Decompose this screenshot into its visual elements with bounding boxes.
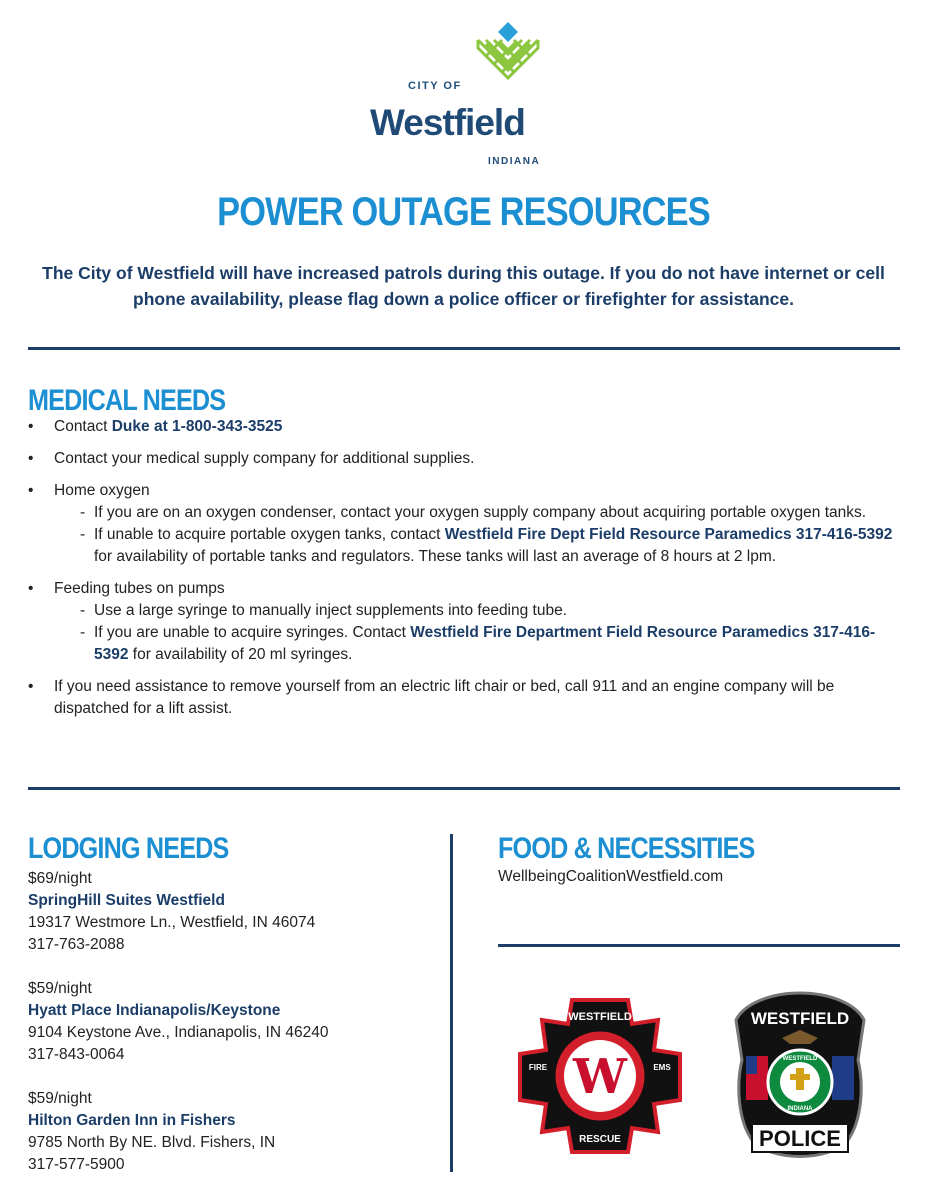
police-department-badge-icon (730, 990, 870, 1166)
medical-sub-item (54, 502, 896, 524)
text-segment: Use a large syringe to manually inject supplements into feeding tube. (94, 602, 568, 619)
page-title: POWER OUTAGE RESOURCES (217, 190, 710, 234)
hotel-entry (28, 978, 448, 1066)
divider (28, 347, 900, 350)
svg-text:WESTFIELD: WESTFIELD (750, 1009, 850, 1028)
svg-text:RESCUE: RESCUE (579, 1134, 621, 1145)
dash-icon: - (80, 602, 86, 619)
svg-text:EMS: EMS (653, 1063, 671, 1072)
medical-sub-item (54, 622, 896, 666)
medical-bullet (28, 448, 896, 470)
text-segment: Home oxygen (54, 482, 150, 499)
divider (28, 787, 900, 790)
hotel-name: Hyatt Place Indianapolis/Keystone (28, 1002, 281, 1019)
medical-list (28, 416, 896, 730)
text-segment: If unable to acquire portable oxygen tanks, contact (94, 526, 445, 543)
svg-text:W: W (573, 1049, 627, 1105)
svg-text:FIRE: FIRE (528, 1063, 548, 1072)
medical-bullet (28, 480, 896, 568)
dash-icon: - (80, 504, 86, 521)
medical-sub-item (54, 600, 896, 622)
bullet-text (54, 448, 896, 470)
text-segment: Feeding tubes on pumps (54, 580, 225, 597)
city-logo (370, 22, 570, 167)
hotel-price: $59/night (28, 980, 92, 997)
hotel-name: Hilton Garden Inn in Fishers (28, 1112, 236, 1129)
logo-mark-icon (472, 22, 550, 86)
svg-text:WESTFIELD: WESTFIELD (782, 1056, 818, 1062)
hotel-address: 19317 Westmore Ln., Westfield, IN 46074 (28, 914, 316, 931)
hotel-address: 9104 Keystone Ave., Indianapolis, IN 46240 (28, 1024, 329, 1041)
medical-bullet (28, 416, 896, 438)
logo-state: INDIANA (488, 156, 541, 167)
text-segment: If you are unable to acquire syringes. Contact (94, 624, 411, 641)
hotel-entry (28, 1088, 448, 1176)
bullet-icon: • (28, 418, 34, 435)
svg-text:WESTFIELD: WESTFIELD (568, 1011, 632, 1023)
highlight-contact: Duke at 1-800-343-3525 (111, 418, 283, 435)
highlight-contact: Westfield Fire Dept Field Resource Paramedics 317-416-5392 (444, 526, 893, 543)
hotel-entry (28, 868, 448, 956)
hotel-address: 9785 North By NE. Blvd. Fishers, IN (28, 1134, 276, 1151)
svg-text:POLICE: POLICE (759, 1126, 841, 1151)
bullet-icon: • (28, 450, 34, 467)
divider (498, 944, 900, 947)
text-segment: for availability of 20 ml syringes. (128, 646, 353, 663)
bullet-text (54, 480, 896, 502)
bullet-text (54, 578, 896, 600)
dash-icon: - (80, 526, 86, 543)
medical-heading: MEDICAL NEEDS (28, 384, 226, 417)
bullet-icon: • (28, 580, 34, 597)
logo-city-of: CITY OF (408, 80, 462, 92)
text-segment: for availability of portable tanks and regulators. These tanks will last an average of 8 hours at 2 lpm. (94, 548, 777, 565)
hotel-phone[interactable]: 317-577-5900 (28, 1156, 125, 1173)
medical-bullet (28, 676, 896, 720)
column-divider (450, 834, 453, 1172)
food-heading: FOOD & NECESSITIES (498, 832, 755, 865)
text-segment: If you need assistance to remove yourself from an electric lift chair or bed, call 911 and an engine company will be dispatched for a lift assist. (54, 678, 835, 717)
bullet-icon: • (28, 482, 34, 499)
intro-text: The City of Westfield will have increased patrols during this outage. If you do not have internet or cell phone availability, please flag down a police officer or firefighter for assistance. (42, 263, 885, 309)
hotel-name: SpringHill Suites Westfield (28, 892, 225, 909)
text-segment: If you are on an oxygen condenser, contact your oxygen supply company about acquiring portable oxygen tanks. (94, 504, 867, 521)
medical-sub-item (54, 524, 896, 568)
hotel-phone[interactable]: 317-843-0064 (28, 1046, 125, 1063)
bullet-text (54, 416, 896, 438)
medical-bullet (28, 578, 896, 666)
bullet-icon: • (28, 678, 34, 695)
hotel-price: $69/night (28, 870, 92, 887)
highlight-contact: Westfield Fire Department Field Resource Paramedics 317-416-5392 (94, 624, 876, 663)
bullet-text (54, 676, 896, 720)
fire-department-badge-icon (510, 996, 690, 1156)
dash-icon: - (80, 624, 86, 641)
logo-wordmark: Westfield (370, 102, 525, 143)
hotel-price: $59/night (28, 1090, 92, 1107)
text-segment: Contact (54, 418, 112, 435)
lodging-list (28, 868, 448, 1198)
food-website-link[interactable]: WellbeingCoalitionWestfield.com (498, 868, 724, 885)
svg-text:INDIANA: INDIANA (787, 1106, 813, 1112)
lodging-heading: LODGING NEEDS (28, 832, 229, 865)
text-segment: Contact your medical supply company for additional supplies. (54, 450, 475, 467)
hotel-phone[interactable]: 317-763-2088 (28, 936, 125, 953)
